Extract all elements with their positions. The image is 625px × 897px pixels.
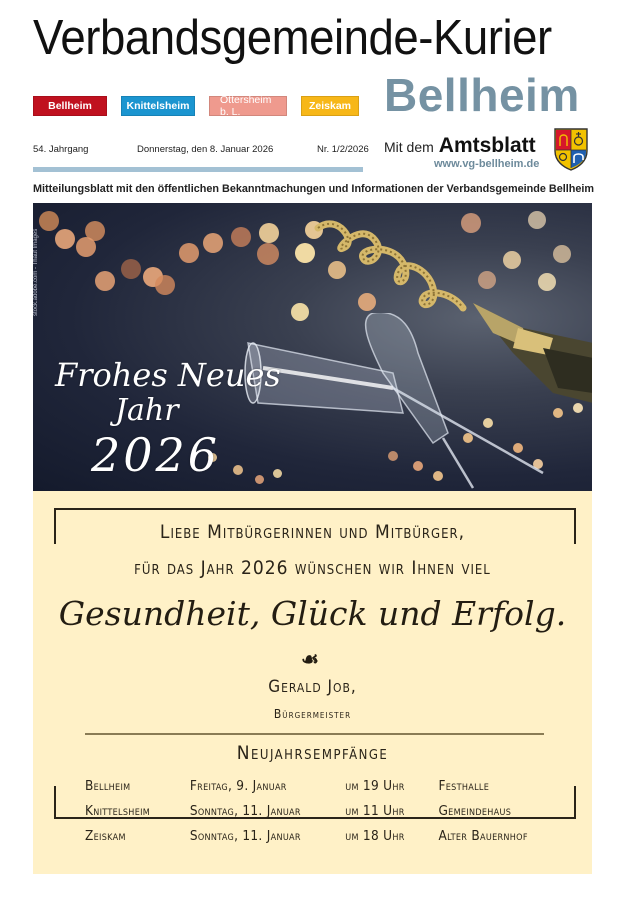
brand-name: Bellheim: [384, 69, 580, 121]
issue-volume: 54. Jahrgang: [33, 144, 89, 155]
reception-venue: Alter Bauernhof: [438, 827, 528, 844]
website-link[interactable]: www.vg-bellheim.de: [434, 158, 540, 170]
signer-name: Gerald Job,: [268, 677, 357, 697]
badge-ottersheim: Ottersheim b. L.: [209, 96, 287, 116]
photo-credit: stock.adobe.com - Thaut Images: [33, 228, 39, 316]
hero-greeting-line1: Frohes Neues: [55, 356, 281, 394]
issue-date: Donnerstag, den 8. Januar 2026: [137, 144, 274, 155]
amtsblatt-prefix: Mit dem: [384, 139, 434, 155]
coat-of-arms-icon: [553, 127, 589, 171]
greeting-wish-intro: für das Jahr 2026 wünschen wir Ihnen viel: [134, 557, 491, 579]
receptions-list: [85, 773, 555, 848]
reception-date: Sonntag, 11. Januar: [189, 827, 301, 844]
hero-greeting-year: 2026: [91, 428, 221, 482]
champagne-glasses-icon: [243, 313, 563, 491]
greeting-card: [33, 491, 592, 874]
reception-place: Knittelsheim: [85, 802, 151, 819]
hero-greeting-line2: Jahr: [115, 393, 179, 428]
signer-title: Bürgermeister: [273, 707, 352, 721]
ornament-icon: ☙: [301, 647, 319, 671]
ribbon-decoration-icon: [313, 218, 483, 328]
reception-date: Sonntag, 11. Januar: [189, 802, 301, 819]
receptions-title: Neujahrsempfänge: [236, 742, 389, 764]
greeting-wish: Gesundheit, Glück und Erfolg.: [58, 594, 567, 633]
reception-time: um 18 Uhr: [345, 827, 405, 844]
publication-subtitle: Mitteilungsblatt mit den öffentlichen Bekanntmachungen und Informationen der Verbandsgemeinde Bellheim: [33, 183, 595, 195]
reception-date: Freitag, 9. Januar: [189, 777, 287, 794]
reception-place: Bellheim: [85, 777, 131, 794]
reception-place: Zeiskam: [85, 827, 126, 844]
reception-row: [85, 773, 555, 798]
badge-bellheim: Bellheim: [33, 96, 107, 116]
section-divider: [85, 733, 544, 735]
hero-image: [33, 203, 592, 491]
reception-venue: Gemeindehaus: [438, 802, 512, 819]
reception-time: um 11 Uhr: [345, 802, 405, 819]
reception-time: um 19 Uhr: [345, 777, 405, 794]
amtsblatt-label: [384, 134, 536, 158]
issue-number: Nr. 1/2/2026: [317, 144, 369, 155]
badge-zeiskam: Zeiskam: [301, 96, 359, 116]
reception-row: [85, 823, 555, 848]
amtsblatt-name: Amtsblatt: [438, 134, 536, 157]
greeting-salutation: Liebe Mitbürgerinnen und Mitbürger,: [159, 521, 466, 543]
reception-row: [85, 798, 555, 823]
badge-knittelsheim: Knittelsheim: [121, 96, 195, 116]
municipality-badges: [33, 96, 359, 116]
masthead-title: Verbandsgemeinde-Kurier: [33, 11, 552, 65]
header-divider: [33, 167, 363, 172]
reception-venue: Festhalle: [438, 777, 490, 794]
